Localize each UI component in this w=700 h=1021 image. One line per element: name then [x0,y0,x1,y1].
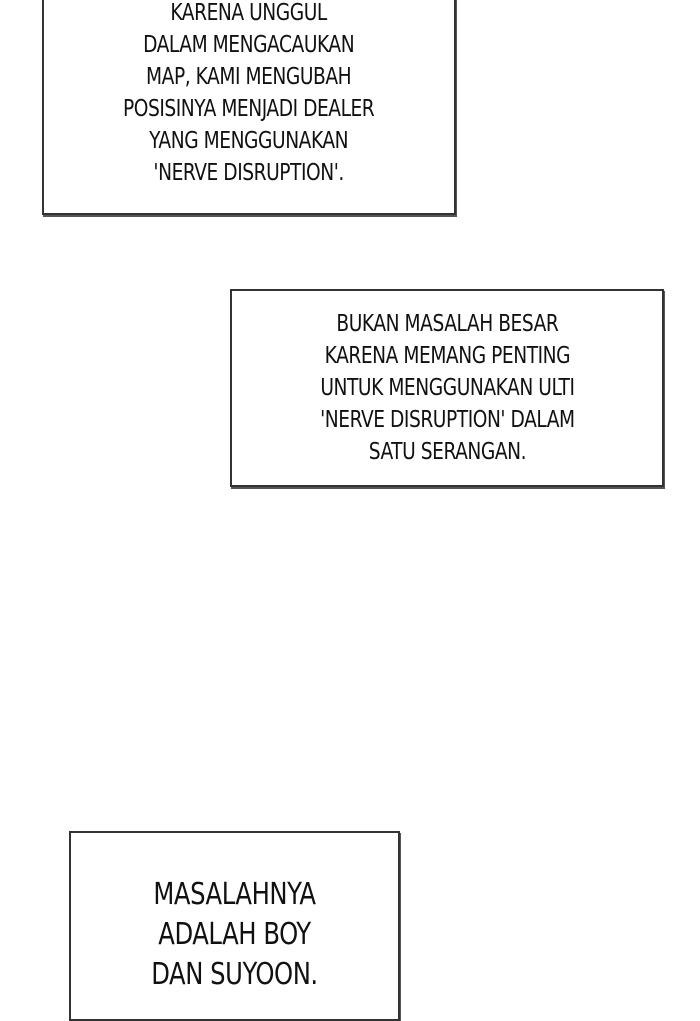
caption-line: MASALAHNYA [153,877,316,912]
caption-line: POSISINYA MENJADI DEALER [123,96,375,122]
caption-text-2 [320,308,575,468]
caption-box-1 [42,0,456,215]
caption-text-1 [123,0,374,189]
caption-text-3 [151,875,317,995]
caption-line: 'NERVE DISRUPTION' DALAM [319,407,575,433]
caption-line: BUKAN MASALAH BESAR [336,311,558,337]
caption-line: UNTUK MENGGUNAKAN ULTI [319,375,575,401]
caption-box-3 [69,831,400,1021]
caption-line: SATU SERANGAN. [368,439,526,465]
caption-line: DAN SUYOON. [151,957,318,992]
caption-line: DALAM MENGACAUKAN [143,32,355,58]
caption-line: 'NERVE DISRUPTION'. [153,160,345,186]
caption-box-2 [230,289,664,487]
caption-line: MAP, KAMI MENGUBAH [146,64,352,90]
caption-line: ADALAH BOY [158,917,311,952]
caption-line: YANG MENGGUNAKAN [149,128,349,154]
caption-line: KARENA MEMANG PENTING [324,343,570,369]
caption-line: KARENA UNGGUL [170,0,328,26]
